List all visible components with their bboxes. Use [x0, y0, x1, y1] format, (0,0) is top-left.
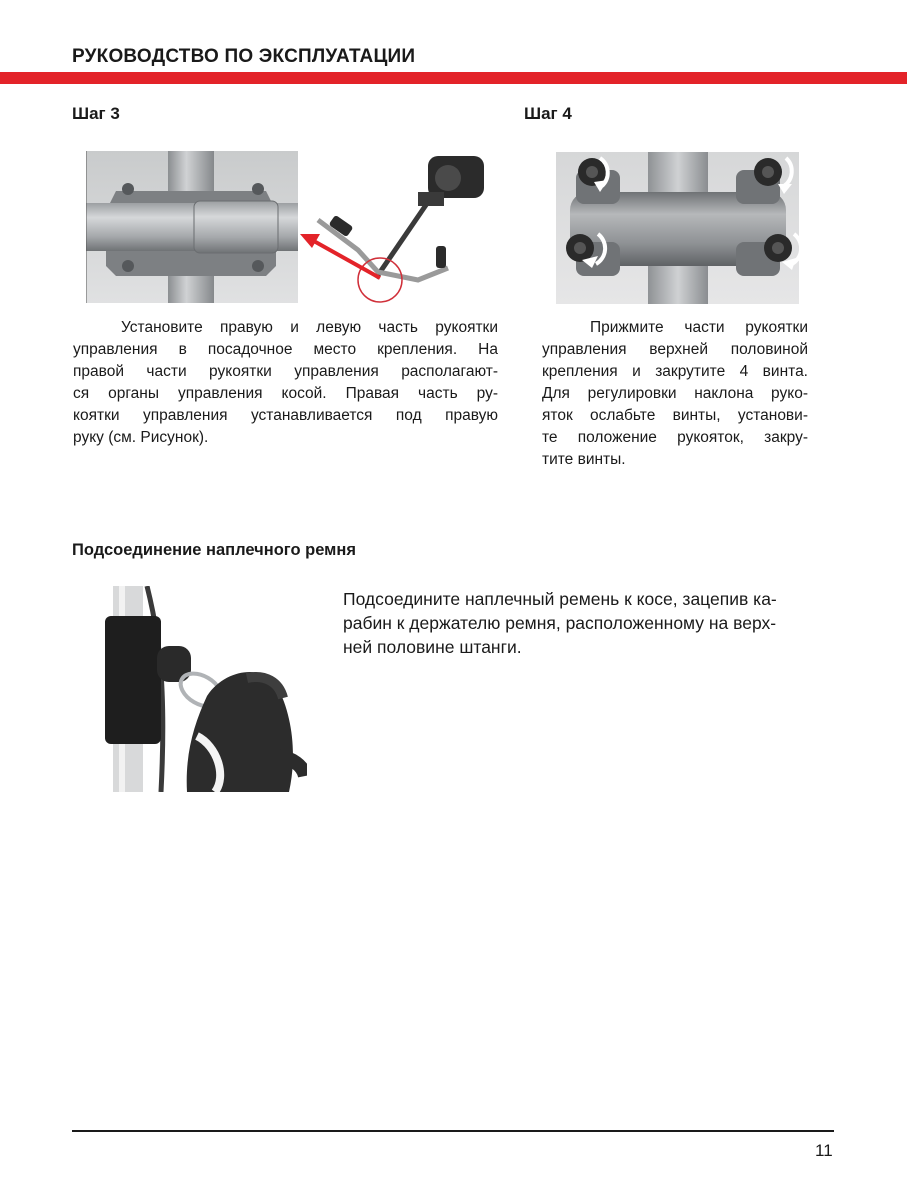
step4-text-line: те положение рукояток, закру-	[542, 429, 808, 446]
step4-photo-screws	[556, 152, 799, 304]
step3-text-line: ся органы управления косой. Правая часть ру-	[73, 385, 498, 402]
step3-text-line: управления в посадочное место крепления. На	[73, 341, 498, 358]
strap-text	[343, 587, 777, 659]
step4-text-line: яток ослабьте винты, установи-	[542, 407, 808, 424]
step4-text-line: управления верхней половиной	[542, 341, 808, 358]
strap-photo-carabiner	[97, 586, 307, 792]
footer-rule	[72, 1130, 834, 1132]
step3-text-line: Установите правую и левую часть рукоятки	[121, 319, 498, 336]
step3-text-line: правой части рукоятки управления располагают-	[73, 363, 498, 380]
strap-text-line: ней половине штанги.	[343, 637, 522, 657]
step3-photo-clamp	[86, 151, 300, 303]
step3-text-line: руку (см. Рисунок).	[73, 429, 209, 446]
step3-text-line: коятки управления устанавливается под правую	[73, 407, 498, 424]
strap-text-line: Подсоедините наплечный ремень к косе, зацепив ка-	[343, 589, 777, 609]
step4-text-line: тите винты.	[542, 451, 626, 468]
header-red-bar	[0, 72, 907, 84]
step4-text-line: крепления и закрутите 4 винта.	[542, 363, 808, 380]
strap-section-title: Подсоединение наплечного ремня	[72, 541, 356, 559]
page-number: 11	[815, 1141, 833, 1160]
step3-text	[73, 317, 498, 449]
step3-title: Шаг 3	[72, 104, 120, 123]
step3-illustration-trimmer	[298, 150, 494, 310]
step4-text-line: Для регулировки наклона руко-	[542, 385, 808, 402]
step4-text	[542, 317, 808, 471]
page-header-title: РУКОВОДСТВО ПО ЭКСПЛУАТАЦИИ	[72, 46, 416, 67]
step4-title: Шаг 4	[524, 104, 572, 123]
step4-text-line: Прижмите части рукоятки	[590, 319, 808, 336]
strap-text-line: рабин к держателю ремня, расположенному на верх-	[343, 613, 777, 633]
